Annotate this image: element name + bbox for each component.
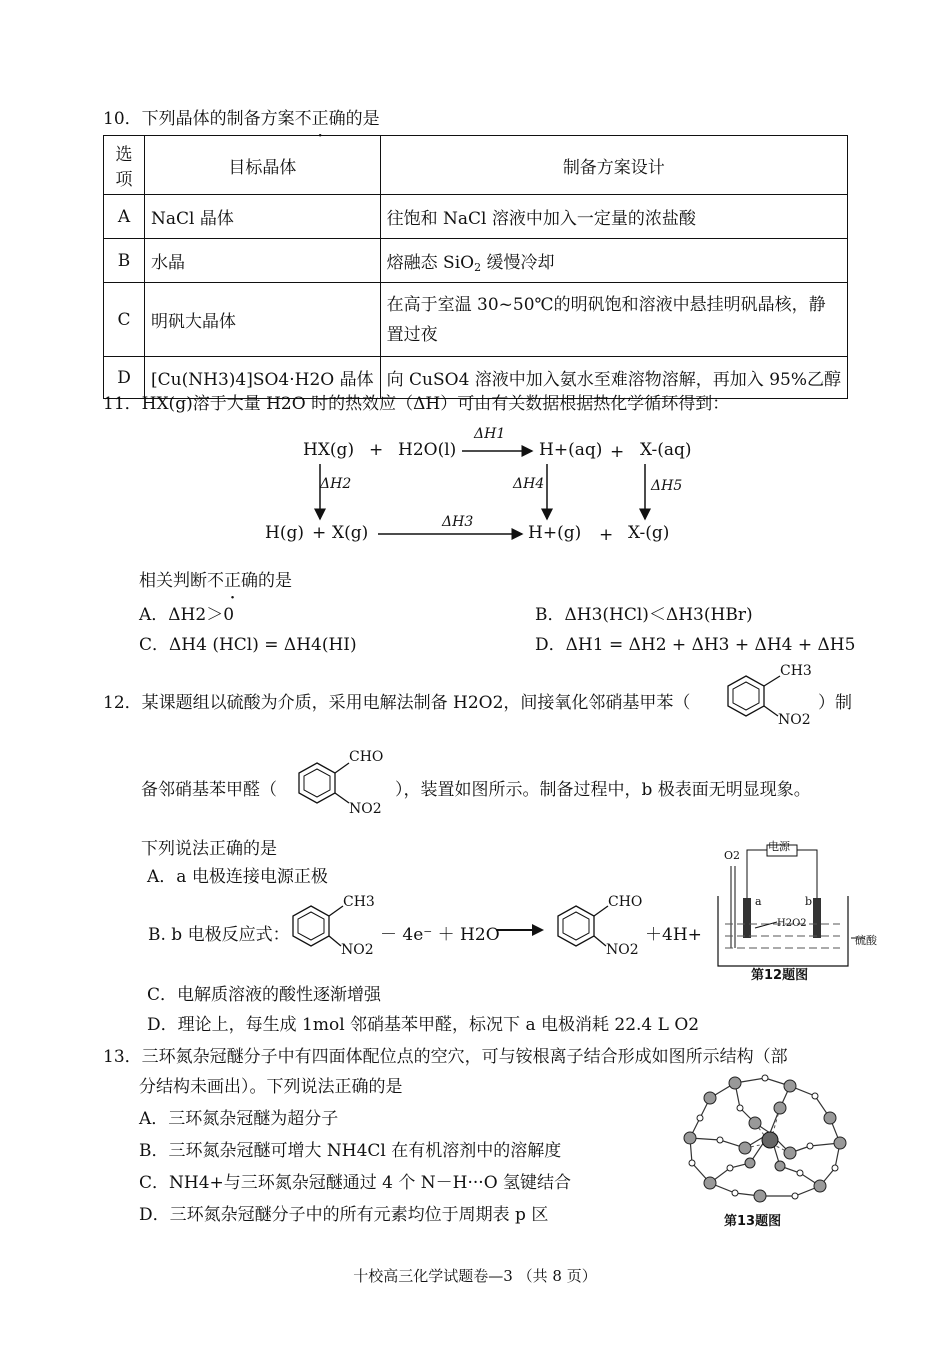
fig-electrode-a: a (755, 895, 762, 908)
row-target: NaCl 晶体 (145, 195, 381, 239)
fig12-caption: 第12题图 (751, 968, 809, 983)
q13-option-a: A．三环氮杂冠醚为超分子 (139, 1109, 339, 1129)
group-no2: NO2 (778, 712, 811, 728)
thermo-cycle-diagram (260, 420, 720, 555)
species-hx: HX(g) (303, 440, 355, 460)
judge-end: 的是 (258, 571, 292, 591)
q12-option-b-reagents: － 4e⁻ ＋ H2O (380, 925, 500, 945)
page-footer: 十校高三化学试题卷—3 （共 8 页） (353, 1267, 597, 1285)
judge-text: 相关判断 (139, 571, 207, 591)
nitrotoluene-structure (718, 660, 818, 732)
header-plan: 制备方案设计 (380, 136, 847, 195)
cryptand-figure (680, 1068, 855, 1233)
row-option: C (104, 283, 145, 357)
row-option: A (104, 195, 145, 239)
q12-option-b-product: ＋4H+ (645, 925, 702, 945)
header-target: 目标晶体 (145, 136, 381, 195)
label-dh5: ΔH5 (651, 478, 683, 494)
plus-sign: + (312, 523, 327, 543)
nitrobenzaldehyde-structure (285, 745, 395, 820)
group-no2: NO2 (349, 801, 382, 817)
q13-stem: 13．三环氮杂冠醚分子中有四面体配位点的空穴，可与铵根离子结合形成如图所示结构（部 (103, 1047, 788, 1067)
q10-stem-text: 10．下列晶体的制备方案 (103, 109, 295, 129)
q13-option-c: C．NH4+与三环氮杂冠醚通过 4 个 N－H···O 氢键结合 (139, 1173, 572, 1193)
reactant-structure (283, 890, 383, 962)
q12-stem-3: ），装置如图所示。制备过程中，b 极表面无明显现象。 (395, 780, 811, 800)
electrolysis-cell-icon (715, 838, 885, 983)
q11-option-d: D．ΔH1 = ΔH2 + ΔH3 + ΔH4 + ΔH5 (535, 635, 856, 655)
group-no2: NO2 (341, 942, 374, 958)
group-ch3: CH3 (343, 894, 375, 910)
molecule-ball-stick-icon (680, 1068, 855, 1208)
label-dh2: ΔH2 (320, 476, 352, 492)
plan-text-end: 缓慢冷却 (481, 252, 555, 273)
fig-acid-label: 硫酸 (855, 934, 877, 947)
fig-h2o2-label: H2O2 (777, 918, 807, 929)
row-option: B (104, 239, 145, 283)
q12-question: 下列说法正确的是 (141, 839, 277, 859)
table-row (104, 195, 848, 239)
fig-electrode-b: b (805, 895, 813, 908)
label-dh4: ΔH4 (513, 476, 545, 492)
q12-option-b-label: B. b 电极反应式： (148, 925, 290, 945)
group-ch3: CH3 (780, 663, 812, 679)
row-target: 明矾大晶体 (145, 283, 381, 357)
species-hplus-aq: H+(aq) (539, 440, 603, 460)
label-dh3: ΔH3 (442, 514, 474, 530)
judge-emphasis: 不正确 (207, 571, 258, 591)
group-cho: CHO (349, 749, 384, 765)
q13-stem-2: 分结构未画出）。下列说法正确的是 (139, 1077, 403, 1097)
table-row (104, 283, 848, 357)
table-row (104, 239, 848, 283)
row-target: 水晶 (145, 239, 381, 283)
q10-stem (103, 104, 380, 129)
species-h2o: H2O(l) (398, 440, 457, 460)
plus-sign: + (369, 440, 384, 460)
plus-sign: + (610, 442, 625, 462)
row-plan (380, 239, 847, 283)
q11-stem: 11．HX(g)溶于大量 H2O 时的热效应（ΔH）可由有关数据根据热化学循环得到： (103, 394, 730, 414)
q13-option-b: B．三环氮杂冠醚可增大 NH4Cl 在有机溶剂中的溶解度 (139, 1141, 562, 1161)
q12-stem-2: 备邻硝基苯甲醛（ (141, 780, 277, 800)
q10-stem-end: 的是 (345, 109, 380, 129)
product-structure (548, 890, 648, 962)
group-cho: CHO (608, 894, 643, 910)
q11-option-c: C．ΔH4 (HCl) = ΔH4(HI) (139, 635, 357, 655)
fig-power-label: 电源 (768, 840, 790, 853)
species-hplus-g: H+(g) (528, 523, 582, 543)
row-option: D (104, 357, 145, 399)
q11-option-b: B．ΔH3(HCl)＜ΔH3(HBr) (535, 605, 753, 625)
species-xg: X(g) (332, 523, 369, 543)
header-option: 选项 (104, 136, 145, 195)
q11-judge (139, 566, 292, 591)
table-header-row (104, 136, 848, 195)
q12-stem: 12．某课题组以硫酸为介质，采用电解法制备 H2O2，间接氧化邻硝基甲苯（ (103, 693, 691, 713)
q10-table (103, 135, 848, 399)
row-plan: 在高于室温 30~50℃的明矾饱和溶液中悬挂明矾晶核，静置过夜 (380, 283, 847, 357)
cycle-arrows (260, 420, 720, 555)
plus-sign: + (599, 525, 614, 545)
label-dh1: ΔH1 (474, 426, 506, 442)
fig-o2-label: O2 (724, 849, 741, 862)
q12-option-d: D．理论上，每生成 1mol 邻硝基苯甲醛，标况下 a 电极消耗 22.4 L O2 (147, 1015, 700, 1035)
q12-stem-end: ）制 (818, 693, 852, 713)
plan-subscript: 2 (474, 260, 482, 274)
q13-option-d: D．三环氮杂冠醚分子中的所有元素均位于周期表 p 区 (139, 1205, 549, 1225)
fig13-caption: 第13题图 (724, 1214, 782, 1229)
electrolysis-figure (715, 838, 885, 983)
q12-option-a: A．a 电极连接电源正极 (147, 867, 328, 887)
species-hg: H(g) (265, 523, 304, 543)
q11-option-a: A．ΔH2＞0 (139, 605, 235, 625)
row-plan: 往饱和 NaCl 溶液中加入一定量的浓盐酸 (380, 195, 847, 239)
row-plan: 向 CuSO4 溶液中加入氨水至难溶物溶解，再加入 95%乙醇 (380, 357, 847, 399)
species-xminus-aq: X-(aq) (640, 440, 692, 460)
row-target: [Cu(NH3)4]SO4·H2O 晶体 (145, 357, 381, 399)
group-no2: NO2 (606, 942, 639, 958)
plan-text: 熔融态 SiO (386, 252, 475, 273)
q10-emphasis: 不正确 (294, 109, 346, 129)
q12-option-c: C．电解质溶液的酸性逐渐增强 (147, 985, 382, 1005)
species-xminus-g: X-(g) (628, 523, 670, 543)
reaction-arrow-icon (496, 922, 546, 938)
